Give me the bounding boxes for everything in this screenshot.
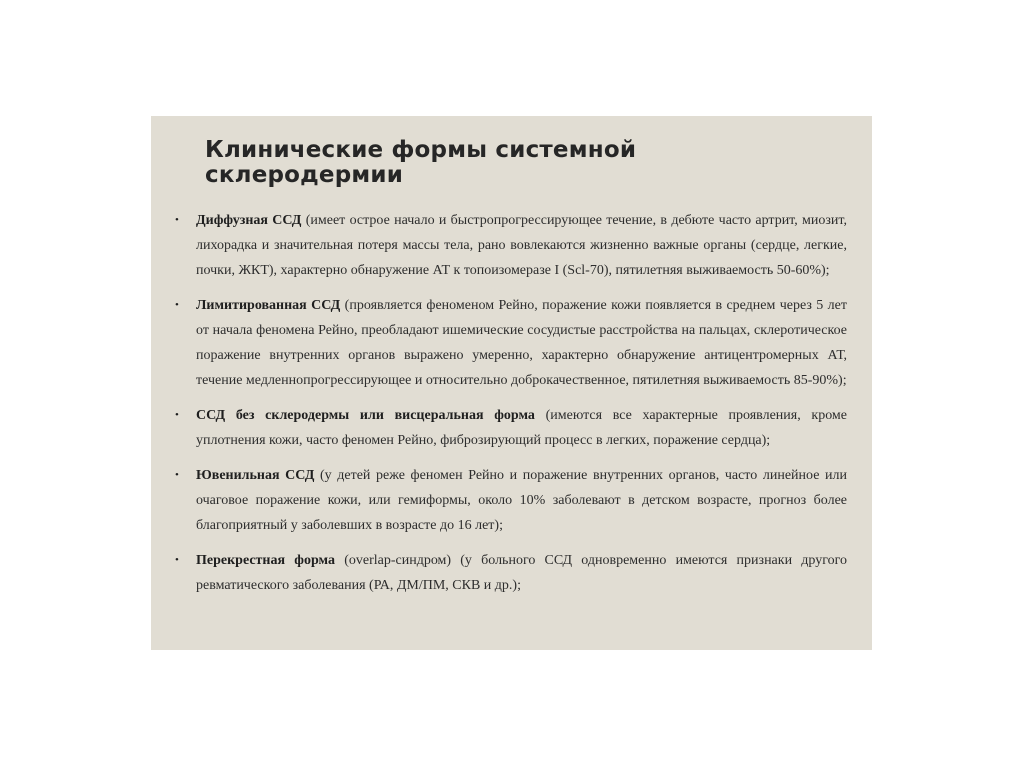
clinical-forms-list [175, 208, 847, 608]
item-term: Лимитированная ССД [196, 298, 341, 313]
list-item-diffuse [175, 208, 847, 283]
bullet-icon: • [175, 469, 179, 481]
slide [151, 116, 872, 650]
list-item-visceral [175, 403, 847, 453]
slide-title [205, 138, 805, 188]
item-term: ССД без склеродермы или висцеральная форма [196, 408, 535, 423]
item-text: (имеются все характерные проявления, кроме уплотнения кожи, часто феномен Рейно, фиброзирующий процесс в легких, поражение сердца); [196, 408, 848, 448]
list-item-overlap [175, 548, 847, 598]
item-text: (имеет острое начало и быстропрогрессирующее течение, в дебюте часто артрит, миозит, лихорадка и значительная потеря массы тела, рано вовлекаются жизненно важные органы (сердце, легкие, почки, ЖКТ), характерно обнаружение АТ к топоизомеразе I (Scl-70), пятилетняя выживаемость 50-60%); [196, 213, 847, 278]
bullet-icon: • [175, 299, 179, 311]
bullet-icon: • [175, 214, 179, 226]
item-term: Ювенильная ССД [196, 468, 315, 483]
item-text: (проявляется феноменом Рейно, поражение кожи появляется в среднем через 5 лет от начала феномена Рейно, преобладают ишемические сосудистые расстройства на пальцах, склеротическое поражение внутренних органов выражено умеренно, характерно обнаружение антицентромерных АТ, течение медленнопрогрессирующее и относительно доброкачественное, пятилетняя выживаемость 85-90%); [196, 298, 847, 388]
item-term: Диффузная ССД [196, 213, 302, 228]
item-text: (overlap-синдром) (у больного ССД одновременно имеются признаки другого ревматического заболевания (РА, ДМ/ПМ, СКВ и др.); [196, 553, 847, 593]
bullet-icon: • [175, 554, 179, 566]
slide-title-line-1: Клинические формы системной [205, 137, 637, 163]
list-item-juvenile [175, 463, 847, 538]
item-term: Перекрестная форма [196, 553, 335, 568]
item-text: (у детей реже феномен Рейно и поражение внутренних органов, часто линейное или очаговое поражение кожи, или гемиформы, около 10% заболевают в детском возрасте, прогноз более благоприятный у заболевших в возрасте до 16 лет); [196, 468, 847, 533]
bullet-icon: • [175, 409, 179, 421]
slide-title-line-2: склеродермии [205, 162, 404, 188]
list-item-limited [175, 293, 847, 393]
